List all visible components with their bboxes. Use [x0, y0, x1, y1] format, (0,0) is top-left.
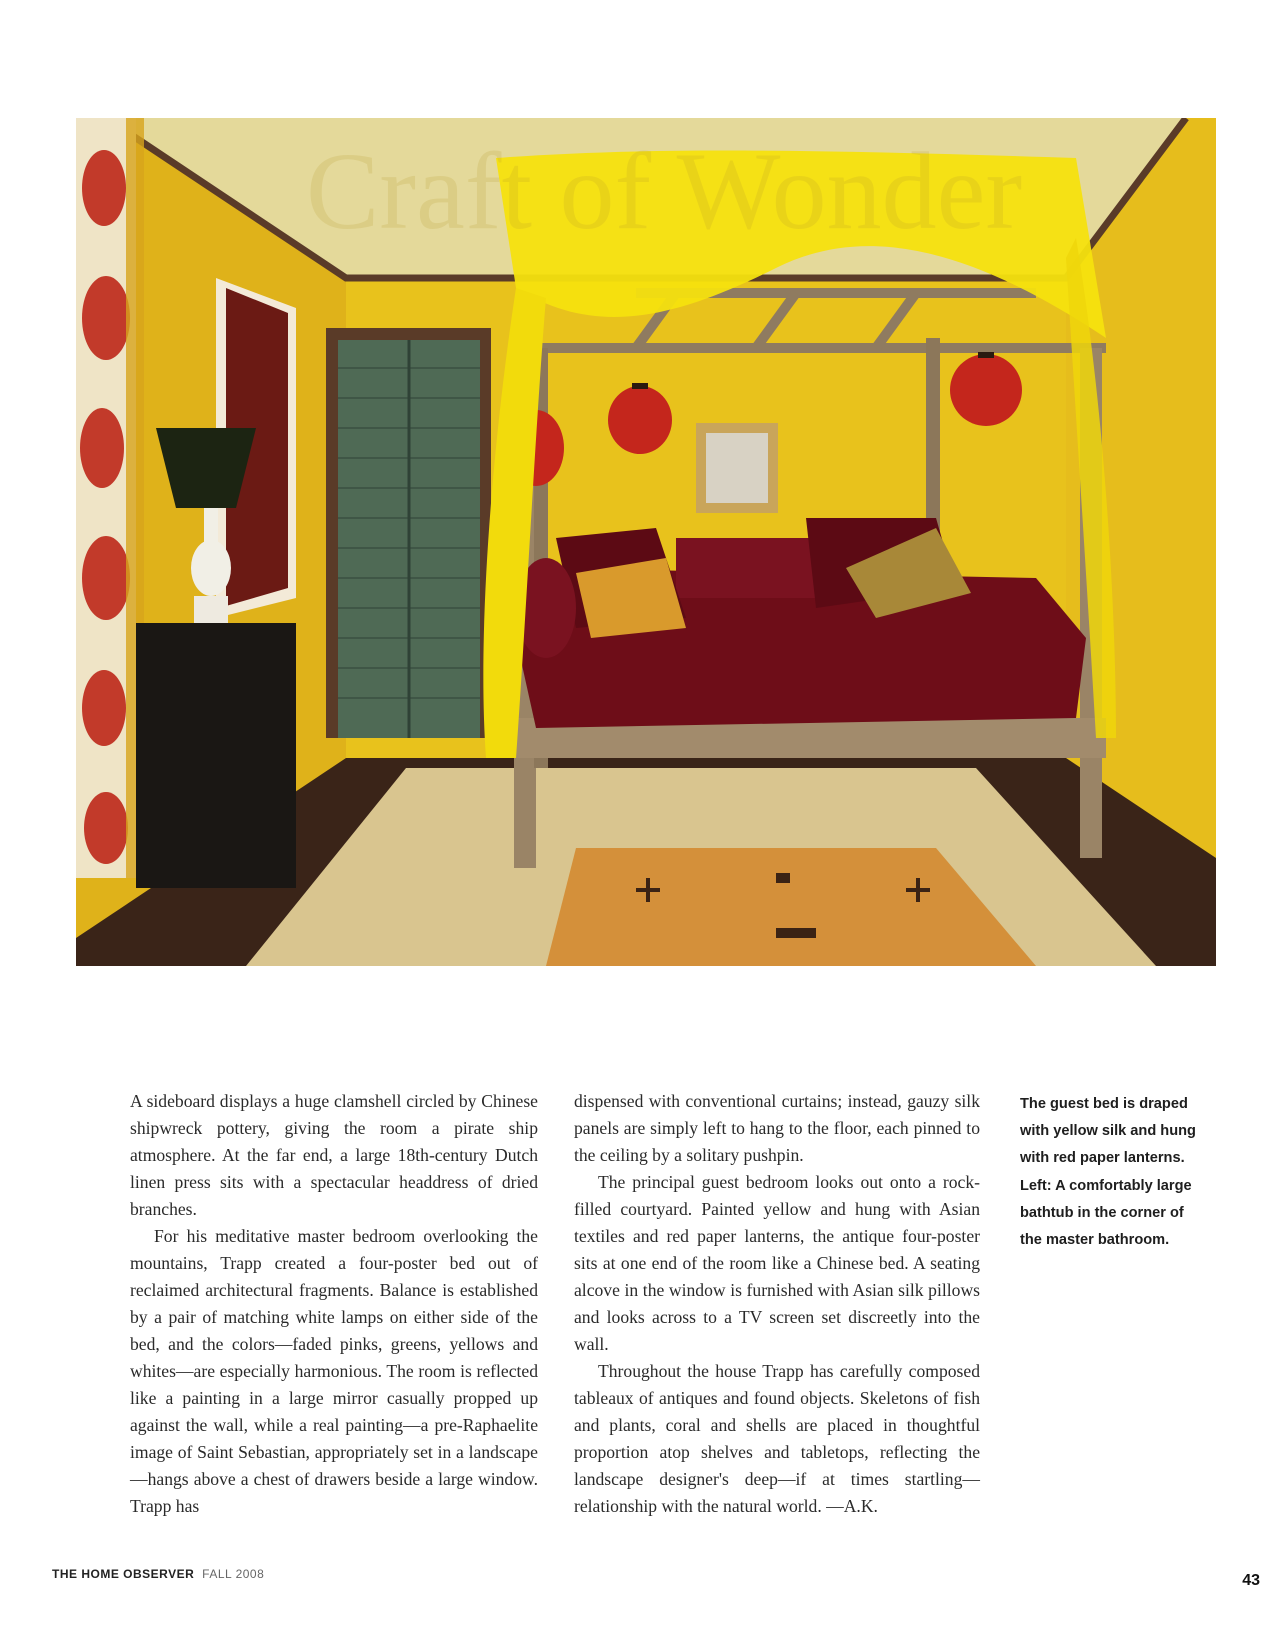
article-column-1 [130, 1088, 538, 1520]
bedroom-photo [76, 118, 1216, 966]
paragraph: The principal guest bedroom looks out onto a rock-filled courtyard. Painted yellow and hung with Asian textiles and red paper lanterns, the antique four-poster sits at one end of the room like a Chinese bed. A seating alcove in the window is furnished with Asian silk pillows and looks across to a TV screen set discreetly into the wall. [574, 1172, 980, 1354]
paragraph: A sideboard displays a huge clamshell circled by Chinese shipwreck pottery, giving the room a pirate ship atmosphere. At the far end, a large 18th-century Dutch linen press sits with a spectacular headdress of dried branches. [130, 1091, 538, 1219]
paragraph: dispensed with conventional curtains; instead, gauzy silk panels are simply left to hang to the floor, each pinned to the ceiling by a solitary pushpin. [574, 1091, 980, 1165]
footer-folio [52, 1567, 264, 1581]
magazine-name: THE HOME OBSERVER [52, 1567, 195, 1581]
paragraph: Throughout the house Trapp has carefully composed tableaux of antiques and found objects. Skeletons of fish and plants, coral and shells are placed in thoughtful proportion atop shelves and tabletops, reflecting the landscape designer's deep—if at times startling—relationship with the natural world. —A.K. [574, 1361, 980, 1516]
paragraph: For his meditative master bedroom overlooking the mountains, Trapp created a four-poster bed out of reclaimed architectural fragments. Balance is established by a pair of matching white lamps on either side of the bed, and the colors—faded pinks, greens, yellows and whites—are especially harmonious. The room is reflected like a painting in a large mirror casually propped up against the wall, while a real painting—a pre-Raphaelite image of Saint Sebastian, appropriately set in a landscape—hangs above a chest of drawers beside a large window. Trapp has [130, 1226, 538, 1516]
issue-date: FALL 2008 [202, 1567, 265, 1581]
article-column-2 [574, 1088, 980, 1520]
photo-caption [1020, 1091, 1208, 1254]
caption-text: Left: A comfortably large bathtub in the corner of the master bathroom. [1020, 1177, 1192, 1249]
svg-text:Craft of Wonder: Craft of Wonder [306, 130, 1023, 252]
caption-text: The guest bed is draped with yellow silk and hung with red paper lanterns. [1020, 1096, 1196, 1167]
bedroom-illustration [76, 118, 1216, 966]
page-number: 43 [1242, 1572, 1260, 1589]
